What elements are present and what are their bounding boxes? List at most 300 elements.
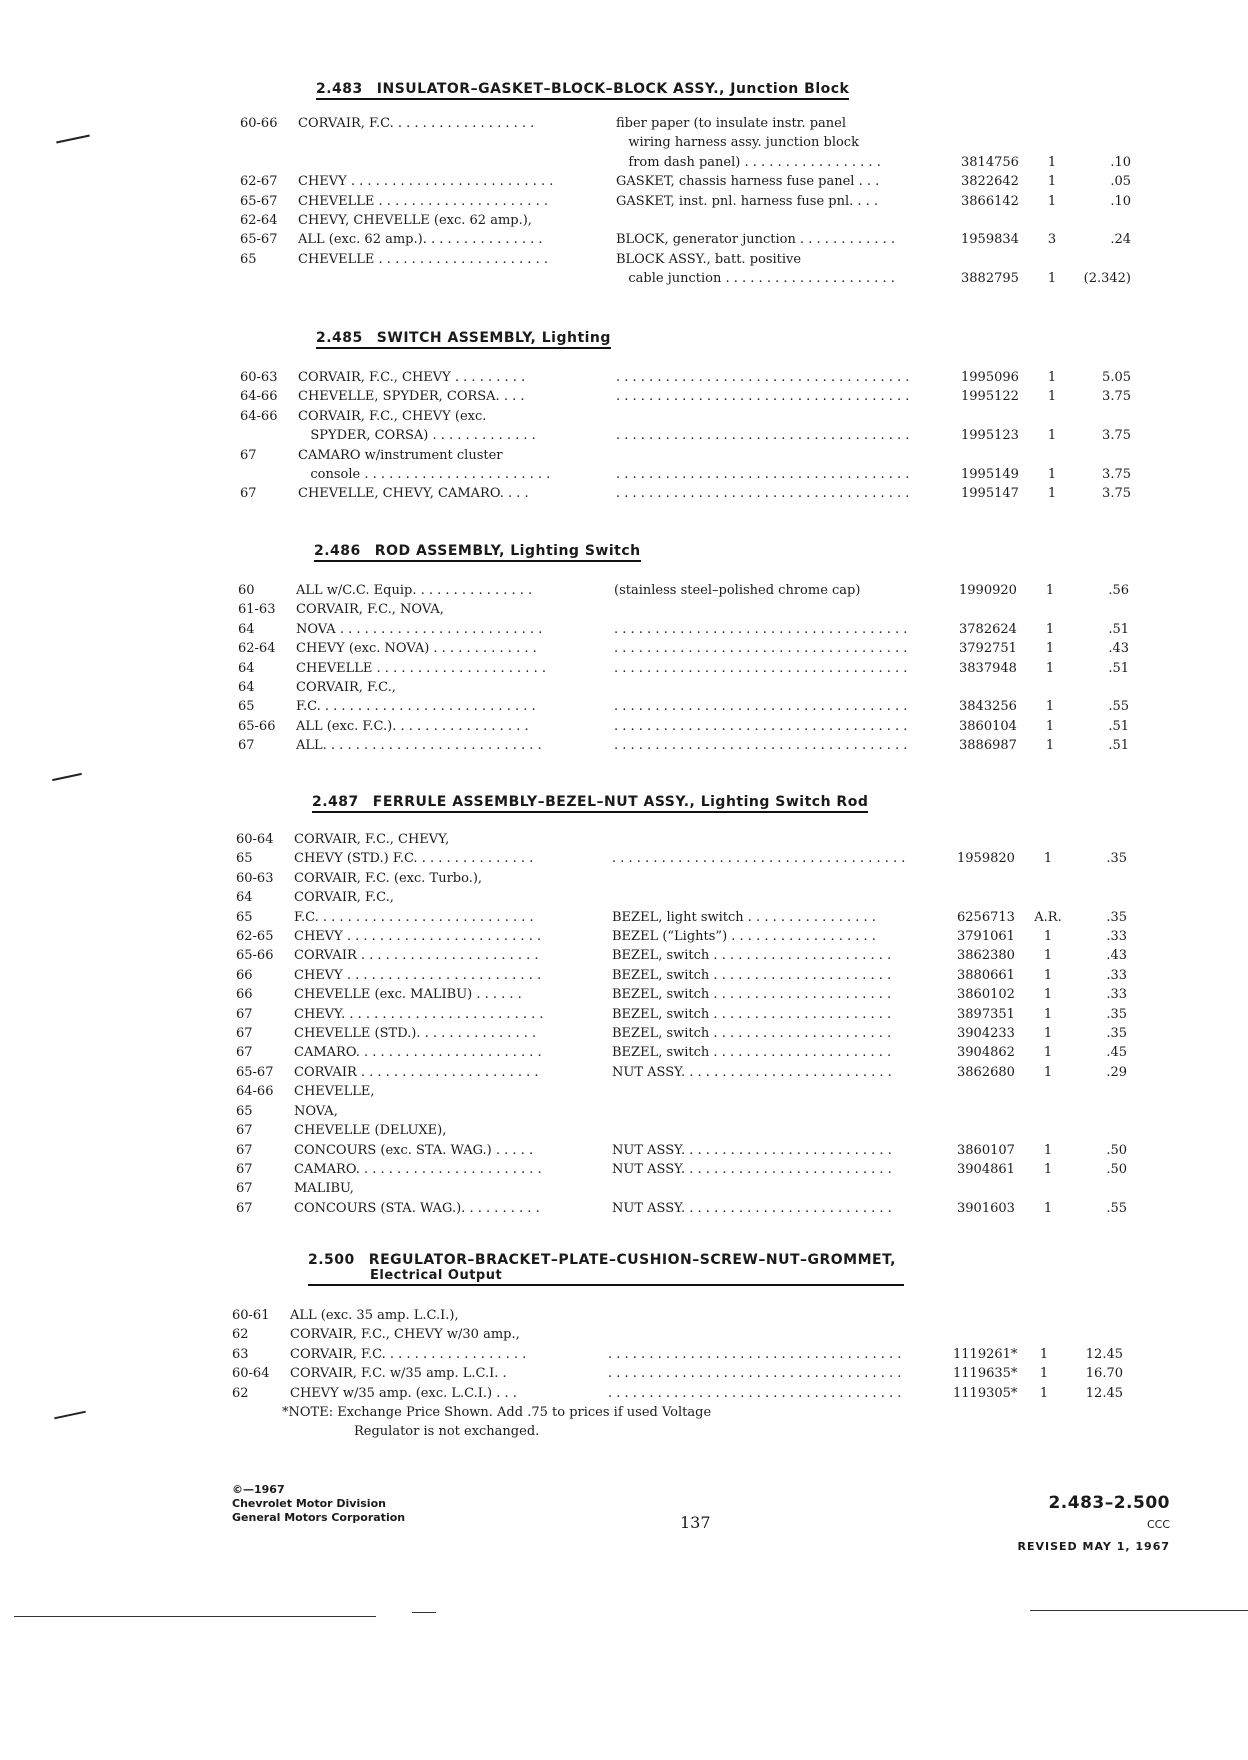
part-number: 3866142 [961,193,1019,209]
section-2-486 [238,540,1138,756]
section-heading: 2.485 SWITCH ASSEMBLY, Lighting [316,330,611,349]
model-name: CHEVELLE . . . . . . . . . . . . . . . . . . . . . [298,251,548,267]
price [1067,830,1127,849]
part-number: 1995149 [961,467,1019,483]
part-description: . . . . . . . . . . . . . . . . . . . . . . . . . . . . . . . . . . . . [616,486,910,502]
quantity [1033,211,1071,230]
table-row [236,1121,1136,1140]
model-name: CHEVY w/35 amp. (exc. L.C.I.) . . . [290,1385,517,1401]
model-year: 62-65 [236,929,274,945]
table-row [236,908,1136,927]
quantity: 1 [1047,370,1057,385]
quantity: A.R. [1034,909,1062,925]
price: 3.75 [1102,389,1131,405]
model-name: CAMARO. . . . . . . . . . . . . . . . . . . . . . . [294,1045,542,1061]
part-description: BEZEL (“Lights”) . . . . . . . . . . . . . . . . . . [612,929,876,945]
table-row [238,717,1138,736]
price: 12.45 [1085,1385,1123,1401]
quantity: 1 [1039,1385,1049,1401]
model-year: 64-66 [240,408,278,424]
table-row [240,172,1140,191]
price: .24 [1110,232,1131,248]
quantity: 1 [1043,929,1053,945]
part-number: 6256713 [957,909,1015,925]
quantity [1031,600,1069,619]
table-row [236,849,1136,868]
quantity: 1 [1043,851,1053,867]
part-number [957,1179,1029,1198]
part-description: GASKET, inst. pnl. harness fuse pnl. . . . [616,193,879,209]
quantity [1029,888,1067,907]
table-row [236,1005,1136,1024]
table-row [240,230,1140,249]
model-year: 65-66 [238,718,276,734]
model-name: F.C. . . . . . . . . . . . . . . . . . . . . . . . . . . [296,699,536,715]
price [1067,1121,1127,1140]
section-range: 2.483–2.500 [1048,1493,1170,1513]
part-description [612,830,957,849]
part-description: fiber paper (to insulate instr. panel [616,116,847,131]
table-row [240,446,1140,465]
part-number: 3860102 [957,987,1015,1003]
table-row [232,1306,1132,1325]
part-number [957,869,1029,888]
part-number: 3904862 [957,1045,1015,1061]
part-description: . . . . . . . . . . . . . . . . . . . . . . . . . . . . . . . . . . . . [608,1366,902,1382]
model-name: CHEVELLE, CHEVY, CAMARO. . . . [298,486,529,502]
quantity: 1 [1047,174,1057,190]
part-number: 3843256 [959,699,1017,715]
model-name: F.C. . . . . . . . . . . . . . . . . . . . . . . . . . . [294,909,534,925]
part-number: 1995147 [961,486,1019,502]
part-description: . . . . . . . . . . . . . . . . . . . . . . . . . . . . . . . . . . . . [608,1385,902,1401]
price: 3.75 [1102,486,1131,502]
table-row [236,946,1136,965]
model-name: ALL (exc. 35 amp. L.C.I.), [290,1308,459,1323]
quantity: 1 [1043,1045,1053,1061]
model-year: 60-61 [232,1308,270,1323]
model-name: CAMARO w/instrument cluster [298,447,503,463]
table-row [236,966,1136,985]
part-number [959,678,1031,697]
price [1069,600,1129,619]
section-2-500 [232,1252,1132,1441]
quantity: 1 [1043,1026,1053,1042]
quantity [1031,678,1069,697]
model-name: CORVAIR, F.C., CHEVY . . . . . . . . . [298,370,526,385]
part-number [957,1102,1029,1121]
model-name: CORVAIR . . . . . . . . . . . . . . . . . . . . . . [294,1064,539,1080]
price [1071,114,1131,133]
part-number: 1990920 [959,583,1017,598]
model-year: 64 [236,890,253,906]
quantity [1029,1179,1067,1198]
part-description: . . . . . . . . . . . . . . . . . . . . . . . . . . . . . . . . . . . . [614,699,908,715]
quantity [1029,869,1067,888]
price [1067,888,1127,907]
model-name: CORVAIR, F.C., CHEVY, [294,832,450,847]
part-number [961,114,1033,133]
section-heading: 2.486 ROD ASSEMBLY, Lighting Switch [314,543,641,562]
table-row [236,1199,1136,1218]
part-number: 3862380 [957,948,1015,964]
price: .29 [1106,1064,1127,1080]
publisher-block [232,1483,405,1525]
model-name: CORVAIR, F.C., CHEVY (exc. [298,408,487,424]
part-description: . . . . . . . . . . . . . . . . . . . . . . . . . . . . . . . . . . . . [614,660,908,676]
model-year: 62-64 [238,641,276,657]
table-row [238,678,1138,697]
quantity [1025,1325,1063,1344]
part-number [957,1121,1029,1140]
model-year: 67 [236,1045,253,1061]
model-year: 62 [232,1385,249,1401]
part-number [961,211,1033,230]
model-year: 65 [238,699,255,715]
price: 16.70 [1085,1366,1123,1382]
quantity: 1 [1043,987,1053,1003]
price: .33 [1106,967,1127,983]
part-description: . . . . . . . . . . . . . . . . . . . . . . . . . . . . . . . . . . . . [616,370,910,385]
model-year: 65 [240,251,257,267]
model-name: CORVAIR, F.C., [294,890,394,906]
page-edge-rule [412,1612,436,1613]
section-range-block [1018,1492,1170,1558]
price [1063,1325,1123,1344]
model-name [298,269,616,288]
part-number: 3897351 [957,1006,1015,1022]
table-row [238,600,1138,619]
table-row [238,697,1138,716]
model-year: 67 [236,1026,253,1042]
quantity: 1 [1047,428,1057,444]
exchange-note [232,1403,1132,1441]
model-name: CHEVY, CHEVELLE (exc. 62 amp.), [298,213,532,229]
model-year: 67 [240,486,257,502]
part-number [961,133,1033,152]
quantity [1033,407,1071,426]
table-row [240,211,1140,230]
part-description [612,1121,957,1140]
model-year: 62 [232,1327,249,1343]
part-number: 3901603 [957,1200,1015,1216]
table-row [240,192,1140,211]
price [1071,446,1131,465]
part-description: BEZEL, light switch . . . . . . . . . . . . . . . . [612,909,876,925]
model-name: CHEVELLE . . . . . . . . . . . . . . . . . . . . . [296,660,546,676]
price: .51 [1108,660,1129,676]
part-description: . . . . . . . . . . . . . . . . . . . . . . . . . . . . . . . . . . . . [614,718,908,734]
part-description: NUT ASSY. . . . . . . . . . . . . . . . . . . . . . . . . . [612,1161,892,1177]
part-description [612,888,957,907]
part-description: NUT ASSY. . . . . . . . . . . . . . . . . . . . . . . . . . [612,1064,892,1080]
price: .10 [1110,193,1131,209]
catalog-code: CCC [1146,1518,1170,1531]
table-row [240,426,1140,445]
price [1071,211,1131,230]
part-description: from dash panel) . . . . . . . . . . . . . . . . . [616,154,881,170]
price: .45 [1106,1045,1127,1061]
model-name: CHEVELLE (DELUXE), [294,1123,447,1139]
price: (2.342) [1083,271,1131,287]
part-description [616,211,961,230]
part-number: 3782624 [959,621,1017,637]
model-year: 60 [238,583,255,598]
model-year: 67 [238,738,255,754]
part-description: NUT ASSY. . . . . . . . . . . . . . . . . . . . . . . . . . [612,1200,892,1216]
table-row [238,620,1138,639]
model-year: 67 [236,1142,253,1158]
section-heading: 2.487 FERRULE ASSEMBLY–BEZEL–NUT ASSY., Lighting Switch Rod [312,794,868,813]
model-year [240,133,298,152]
model-year: 64 [238,680,255,696]
quantity: 1 [1045,660,1055,676]
part-number [961,446,1033,465]
part-number [953,1306,1025,1325]
model-year: 64 [238,621,255,637]
model-name: CHEVELLE, [294,1084,375,1100]
part-description: BEZEL, switch . . . . . . . . . . . . . . . . . . . . . . [612,948,892,964]
model-name: CAMARO. . . . . . . . . . . . . . . . . . . . . . . [294,1161,542,1177]
page-number: 137 [680,1513,711,1532]
part-description [614,600,959,619]
part-description: (stainless steel–polished chrome cap) [614,583,861,598]
note-line: Regulator is not exchanged. [354,1424,540,1440]
price: .05 [1110,174,1131,190]
price: 3.75 [1102,428,1131,444]
part-description: . . . . . . . . . . . . . . . . . . . . . . . . . . . . . . . . . . . . [614,641,908,657]
model-name: CHEVELLE, SPYDER, CORSA. . . . [298,389,525,405]
price: .56 [1108,583,1129,598]
model-year: 65-67 [236,1064,274,1080]
model-name: CONCOURS (exc. STA. WAG.) . . . . . [294,1142,534,1158]
table-row [236,1082,1136,1101]
part-description: BEZEL, switch . . . . . . . . . . . . . . . . . . . . . . [612,1045,892,1061]
model-year: 65 [236,851,253,867]
quantity [1033,114,1071,133]
section-2-487 [236,791,1136,1218]
margin-mark [54,1411,86,1420]
price: 3.75 [1102,467,1131,483]
part-number: 3862680 [957,1064,1015,1080]
table-row [232,1364,1132,1383]
part-description: BEZEL, switch . . . . . . . . . . . . . . . . . . . . . . [612,1026,892,1042]
model-year: 66 [236,987,253,1003]
part-description: . . . . . . . . . . . . . . . . . . . . . . . . . . . . . . . . . . . . [614,621,908,637]
quantity [1029,1102,1067,1121]
price: .51 [1108,738,1129,754]
part-number: 1119305* [953,1385,1018,1401]
model-year [240,269,298,288]
quantity [1033,446,1071,465]
table-row [238,659,1138,678]
model-name: NOVA . . . . . . . . . . . . . . . . . . . . . . . . . [296,621,543,637]
quantity: 1 [1045,583,1055,598]
part-description: GASKET, chassis harness fuse panel . . . [616,174,880,190]
model-year: 64-66 [240,389,278,405]
quantity: 1 [1045,699,1055,715]
model-name [298,133,616,152]
part-number: 3822642 [961,174,1019,190]
model-name: CORVAIR, F.C. (exc. Turbo.), [294,870,483,886]
part-description: . . . . . . . . . . . . . . . . . . . . . . . . . . . . . . . . . . . . [612,851,906,867]
parts-table [240,368,1140,504]
table-row [236,927,1136,946]
quantity: 1 [1045,621,1055,637]
table-row [240,114,1140,133]
model-year: 65 [236,909,253,925]
parts-table [240,114,1140,289]
part-description [616,446,961,465]
price [1071,407,1131,426]
model-year: 67 [236,1161,253,1177]
table-row [236,1024,1136,1043]
model-name: CHEVELLE . . . . . . . . . . . . . . . . . . . . . [298,193,548,209]
part-description: BLOCK ASSY., batt. positive [616,251,802,267]
part-description [616,407,961,426]
part-description [612,1102,957,1121]
table-row [236,1063,1136,1082]
model-year: 65-67 [240,232,278,248]
model-name: CHEVY (STD.) F.C. . . . . . . . . . . . . . . [294,851,534,867]
quantity: 1 [1047,467,1057,483]
model-name: ALL. . . . . . . . . . . . . . . . . . . . . . . . . . . [296,738,542,754]
model-name: SPYDER, CORSA) . . . . . . . . . . . . . [298,428,536,444]
model-year: 67 [240,447,257,463]
parts-table [238,581,1138,756]
page-edge-rule [1030,1610,1248,1611]
table-row [240,153,1140,172]
model-name: ALL (exc. F.C.). . . . . . . . . . . . . . . . . [296,718,529,734]
part-number [961,250,1033,269]
model-year: 67 [236,1200,253,1216]
model-year [240,465,298,484]
model-name: CHEVY (exc. NOVA) . . . . . . . . . . . . . [296,641,537,657]
part-number: 3860104 [959,718,1017,734]
part-number [957,1082,1029,1101]
price: .43 [1108,641,1129,657]
part-number: 3886987 [959,738,1017,754]
model-year [240,426,298,445]
part-number: 3814756 [961,154,1019,170]
table-row [236,1141,1136,1160]
price: .43 [1106,948,1127,964]
part-number: 3860107 [957,1142,1015,1158]
price [1067,1179,1127,1198]
model-year: 67 [236,1181,253,1197]
part-description: BEZEL, switch . . . . . . . . . . . . . . . . . . . . . . [612,967,892,983]
quantity: 1 [1047,271,1057,287]
part-description: BEZEL, switch . . . . . . . . . . . . . . . . . . . . . . [612,1006,892,1022]
part-number: 1995096 [961,370,1019,385]
table-row [236,1043,1136,1062]
quantity: 1 [1045,718,1055,734]
model-name: CHEVY. . . . . . . . . . . . . . . . . . . . . . . . . [294,1006,544,1022]
part-number [957,888,1029,907]
part-number [961,407,1033,426]
price: .50 [1106,1161,1127,1177]
part-number: 1119261* [953,1346,1018,1362]
part-description [612,1082,957,1101]
model-name: ALL w/C.C. Equip. . . . . . . . . . . . . . . [296,583,533,598]
price: .35 [1106,1006,1127,1022]
price [1071,250,1131,269]
quantity: 1 [1047,389,1057,405]
quantity: 1 [1045,641,1055,657]
parts-table [232,1306,1132,1403]
parts-table [236,830,1136,1218]
table-row [240,269,1140,288]
part-number: 1119635* [953,1366,1018,1382]
model-name: CORVAIR, F.C. w/35 amp. L.C.I. . [290,1366,507,1382]
table-row [240,465,1140,484]
price: .35 [1106,909,1127,925]
part-description [612,869,957,888]
quantity: 1 [1047,193,1057,209]
part-description: BEZEL, switch . . . . . . . . . . . . . . . . . . . . . . [612,987,892,1003]
section-2-485 [240,327,1140,504]
part-description: NUT ASSY. . . . . . . . . . . . . . . . . . . . . . . . . . [612,1142,892,1158]
part-description: cable junction . . . . . . . . . . . . . . . . . . . . . [616,271,895,287]
model-year: 64-66 [236,1084,274,1100]
corporation-name: General Motors Corporation [232,1511,406,1524]
model-year: 63 [232,1346,249,1362]
price: 5.05 [1102,370,1131,385]
part-number: 3880661 [957,967,1015,983]
model-year: 60-63 [236,870,274,886]
part-number: 3791061 [957,929,1015,945]
model-name: CHEVY . . . . . . . . . . . . . . . . . . . . . . . . [294,967,542,983]
table-row [236,985,1136,1004]
table-row [236,1102,1136,1121]
quantity [1029,830,1067,849]
quantity: 1 [1043,967,1053,983]
table-row [236,888,1136,907]
part-description: . . . . . . . . . . . . . . . . . . . . . . . . . . . . . . . . . . . . [614,738,908,754]
model-name: CORVAIR . . . . . . . . . . . . . . . . . . . . . . [294,948,539,964]
price: .33 [1106,929,1127,945]
quantity: 1 [1047,154,1057,170]
model-name: CORVAIR, F.C., CHEVY w/30 amp., [290,1327,520,1343]
part-description [608,1306,953,1325]
quantity: 1 [1043,1142,1053,1158]
price [1067,869,1127,888]
part-number: 1995123 [961,428,1019,444]
model-name: CHEVELLE (STD.). . . . . . . . . . . . . . . [294,1026,537,1042]
model-year: 62-67 [240,174,278,190]
table-row [236,830,1136,849]
quantity [1029,1121,1067,1140]
quantity: 1 [1043,948,1053,964]
model-name [298,153,616,172]
price [1069,678,1129,697]
model-year: 60-64 [232,1366,270,1382]
part-number: 1995122 [961,389,1019,405]
model-year [240,153,298,172]
page-edge-rule [14,1616,376,1617]
model-name: CORVAIR, F.C. . . . . . . . . . . . . . . . . . [298,116,535,131]
model-name: ALL (exc. 62 amp.). . . . . . . . . . . . . . . [298,232,543,248]
model-name: CHEVY . . . . . . . . . . . . . . . . . . . . . . . . [294,929,542,945]
price: .51 [1108,718,1129,734]
model-year: 64 [238,660,255,676]
model-name: CHEVY . . . . . . . . . . . . . . . . . . . . . . . . . [298,174,554,190]
model-name: MALIBU, [294,1181,354,1197]
margin-mark [52,773,82,781]
section-2-483 [240,78,1140,289]
quantity: 1 [1043,1161,1053,1177]
model-year: 65 [236,1103,253,1119]
